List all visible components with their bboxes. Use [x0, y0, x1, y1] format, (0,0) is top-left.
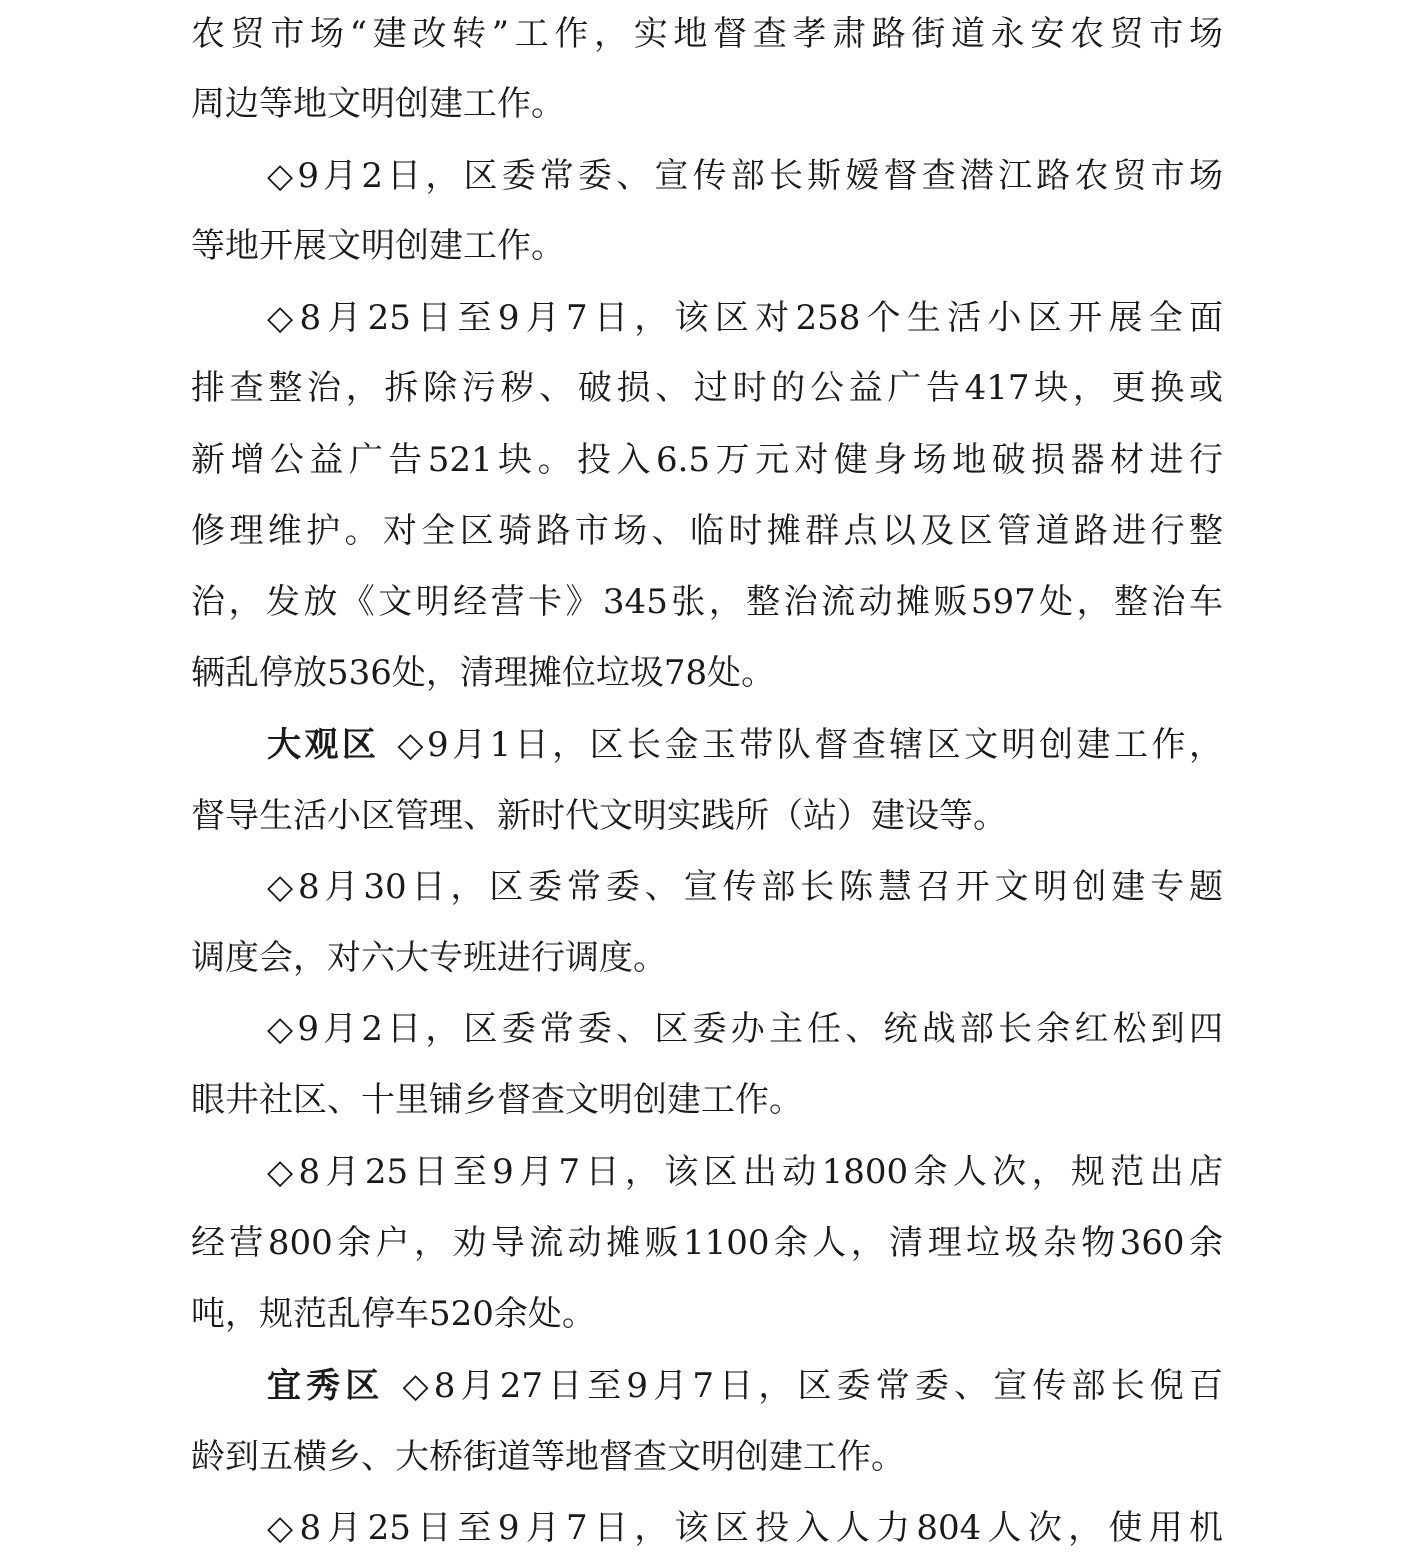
text-line: ◇9月2日，区委常委、区委办主任、统战部长余红松到四	[267, 1009, 1223, 1049]
text-line: 排查整治，拆除污秽、破损、过时的公益广告417块，更换或	[191, 368, 1223, 408]
text-line: ◇9月2日，区委常委、宣传部长斯嫒督查潜江路农贸市场	[267, 156, 1223, 196]
text-line: 修理维护。对全区骑路市场、临时摊群点以及区管道路进行整	[191, 511, 1223, 551]
district-paragraph-daguan	[267, 715, 1223, 775]
text-line: 眼井社区、十里铺乡督查文明创建工作。	[191, 1080, 803, 1120]
text-line: 经营800余户，劝导流动摊贩1100余人，清理垃圾杂物360余	[191, 1223, 1223, 1263]
text-line: 治，发放《文明经营卡》345张，整治流动摊贩597处，整治车	[191, 582, 1223, 622]
text-line: ◇9月1日，区长金玉带队督查辖区文明创建工作，	[397, 725, 1223, 765]
text-line: ◇8月25日至9月7日，该区投入人力804人次，使用机	[267, 1508, 1223, 1548]
text-line: ◇8月30日，区委常委、宣传部长陈慧召开文明创建专题	[267, 867, 1223, 907]
text-line: 农贸市场“建改转”工作，实地督查孝肃路街道永安农贸市场	[191, 14, 1223, 54]
text-line: 新增公益广告521块。投入6.5万元对健身场地破损器材进行	[191, 440, 1223, 480]
text-line: ◇8月27日至9月7日，区委常委、宣传部长倪百	[402, 1366, 1224, 1406]
text-line: ◇8月25日至9月7日，该区对258个生活小区开展全面	[267, 298, 1223, 338]
text-line: 吨，规范乱停车520余处。	[191, 1294, 596, 1334]
text-line: 辆乱停放536处，清理摊位垃圾78处。	[191, 653, 776, 693]
district-heading: 大观区	[267, 725, 380, 765]
district-heading: 宜秀区	[267, 1366, 385, 1406]
text-line: 龄到五横乡、大桥街道等地督查文明创建工作。	[191, 1437, 905, 1477]
text-line: 调度会，对六大专班进行调度。	[191, 938, 667, 978]
text-line: ◇8月25日至9月7日，该区出动1800余人次，规范出店	[267, 1152, 1223, 1192]
district-paragraph-yixiu	[267, 1356, 1223, 1416]
text-line: 督导生活小区管理、新时代文明实践所（站）建设等。	[191, 796, 1007, 836]
text-line: 等地开展文明创建工作。	[191, 226, 565, 266]
text-line: 周边等地文明创建工作。	[191, 84, 565, 124]
